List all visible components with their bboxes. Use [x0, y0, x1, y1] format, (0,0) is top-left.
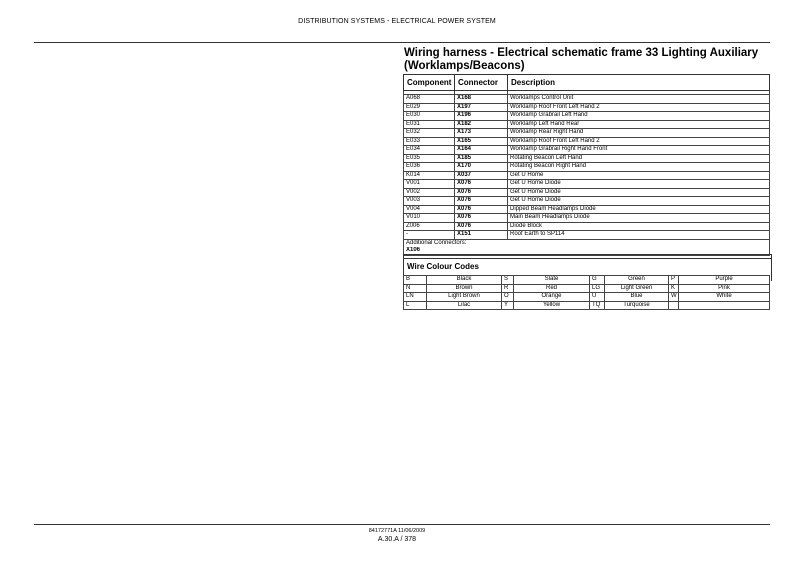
cell-connector: X076	[455, 188, 508, 197]
cell-description: Roof Earth to SP114	[508, 231, 770, 240]
cell-description: Rotating Beacon Right Hand	[508, 163, 770, 172]
wire-colour-code	[669, 301, 679, 310]
table-row	[404, 231, 770, 240]
table-row	[404, 103, 770, 112]
wire-colour-code: TQ	[590, 301, 605, 310]
table-row	[404, 95, 770, 104]
wire-colour-code: S	[502, 276, 514, 285]
wire-colour-code: P	[669, 276, 679, 285]
cell-description: Worklamp Rear Right Hand	[508, 129, 770, 138]
wire-colour-code: O	[502, 293, 514, 302]
wire-colour-name: Purple	[679, 276, 770, 285]
cell-connector: X164	[455, 146, 508, 155]
wire-colour-row	[404, 284, 770, 293]
wire-colour-code: G	[590, 276, 605, 285]
table-row	[404, 197, 770, 206]
cell-component: E030	[404, 112, 455, 121]
table-row	[404, 120, 770, 129]
wire-colour-name	[679, 301, 770, 310]
wire-colour-code: K	[669, 284, 679, 293]
wire-colour-row	[404, 301, 770, 310]
table-row	[404, 214, 770, 223]
table-row	[404, 171, 770, 180]
cell-description: Get U Home Diode	[508, 188, 770, 197]
cell-component: V004	[404, 205, 455, 214]
cell-component: A068	[404, 95, 455, 104]
wire-colour-name: Turquoise	[605, 301, 669, 310]
wire-colour-name: Lilac	[427, 301, 502, 310]
wire-colour-name: Slate	[514, 276, 590, 285]
table-row	[404, 163, 770, 172]
section-title: Wiring harness - Electrical schematic frame 33 Lighting Auxiliary (Worklamps/Beacons)	[404, 47, 759, 72]
cell-description: Worklamp Roof Front Left Hand 2	[508, 137, 770, 146]
cell-connector: X185	[455, 154, 508, 163]
cell-description: Get U Home Diode	[508, 180, 770, 189]
table-row	[404, 137, 770, 146]
wire-colour-name: Pink	[679, 284, 770, 293]
table-row	[404, 112, 770, 121]
cell-connector: X170	[455, 163, 508, 172]
cell-connector: X151	[455, 231, 508, 240]
cell-description: Dipped Beam Headlamps Diode	[508, 205, 770, 214]
wire-colour-name: Blue	[605, 293, 669, 302]
cell-component: E031	[404, 120, 455, 129]
cell-component: E032	[404, 129, 455, 138]
cell-connector: X165	[455, 137, 508, 146]
wire-colour-codes-table	[403, 275, 770, 310]
cell-component: V003	[404, 197, 455, 206]
cell-component: E036	[404, 163, 455, 172]
cell-connector: X076	[455, 214, 508, 223]
footer-page-number: A.30.A / 378	[377, 536, 417, 543]
table-row	[404, 129, 770, 138]
cell-description: Rotating Beacon Left Hand	[508, 154, 770, 163]
cell-connector: X196	[455, 112, 508, 121]
column-header-component: Component	[404, 75, 455, 91]
cell-component: -	[404, 231, 455, 240]
cell-component: K014	[404, 171, 455, 180]
wire-colour-row	[404, 293, 770, 302]
wire-colour-name: Yellow	[514, 301, 590, 310]
cell-description: Main Beam Headlamps Diode	[508, 214, 770, 223]
header-divider	[34, 42, 770, 43]
page-header-title: DISTRIBUTION SYSTEMS - ELECTRICAL POWER SYSTEM	[298, 18, 496, 25]
cell-description: Diode Block	[508, 222, 770, 231]
cell-component: E029	[404, 103, 455, 112]
cell-connector: X037	[455, 171, 508, 180]
table-row	[404, 146, 770, 155]
wire-colour-name: Black	[427, 276, 502, 285]
cell-connector: X076	[455, 180, 508, 189]
footer-divider	[34, 524, 770, 525]
cell-description: Worklamp Roof Front Left Hand 2	[508, 103, 770, 112]
wire-colour-code: R	[502, 284, 514, 293]
column-header-description: Description	[508, 75, 770, 91]
cell-connector: X076	[455, 205, 508, 214]
cell-description: Worklamp Left Hand Rear	[508, 120, 770, 129]
wire-colour-code: L	[404, 301, 427, 310]
column-header-connector: Connector	[455, 75, 508, 91]
cell-component: E035	[404, 154, 455, 163]
cell-description: Get U Home	[508, 171, 770, 180]
table-row	[404, 188, 770, 197]
wire-colour-code: LN	[404, 293, 427, 302]
cell-description: Worklamps Control Unit	[508, 95, 770, 104]
cell-description: Get U Home Diode	[508, 197, 770, 206]
wire-colour-code: Y	[502, 301, 514, 310]
wire-colour-name: Brown	[427, 284, 502, 293]
cell-connector: X182	[455, 120, 508, 129]
table-row	[404, 205, 770, 214]
wire-colour-name: Red	[514, 284, 590, 293]
wire-colour-code: LG	[590, 284, 605, 293]
cell-connector: X076	[455, 197, 508, 206]
cell-connector: X197	[455, 103, 508, 112]
wire-colour-name: Light Brown	[427, 293, 502, 302]
additional-connectors-label: Additional Connectors:	[404, 239, 770, 247]
components-table-header	[404, 75, 770, 91]
cell-component: V002	[404, 188, 455, 197]
cell-description: Worklamp Grabrail Right Hand Front	[508, 146, 770, 155]
cell-component: Z006	[404, 222, 455, 231]
wire-colour-code: W	[669, 293, 679, 302]
wire-colour-name: Light Green	[605, 284, 669, 293]
cell-component: E033	[404, 137, 455, 146]
cell-description: Worklamp Grabrail Left Hand	[508, 112, 770, 121]
cell-component: E034	[404, 146, 455, 155]
table-row	[404, 154, 770, 163]
components-table	[403, 74, 770, 256]
cell-connector: X173	[455, 129, 508, 138]
table-row	[404, 222, 770, 231]
wire-colour-name: Orange	[514, 293, 590, 302]
wire-colour-code: U	[590, 293, 605, 302]
additional-connectors-value: X106	[404, 247, 770, 255]
wire-colour-codes-title: Wire Colour Codes	[407, 262, 479, 271]
cell-connector: X076	[455, 222, 508, 231]
wire-colour-name: Green	[605, 276, 669, 285]
cell-component: V010	[404, 214, 455, 223]
wire-colour-name: White	[679, 293, 770, 302]
footer-document-reference: 84172771A 11/06/2009	[368, 528, 426, 534]
wire-colour-code: B	[404, 276, 427, 285]
wire-colour-code: N	[404, 284, 427, 293]
table-row	[404, 180, 770, 189]
wire-colour-row	[404, 276, 770, 285]
cell-component: V001	[404, 180, 455, 189]
additional-connectors-row	[404, 239, 770, 247]
cell-connector: X168	[455, 95, 508, 104]
